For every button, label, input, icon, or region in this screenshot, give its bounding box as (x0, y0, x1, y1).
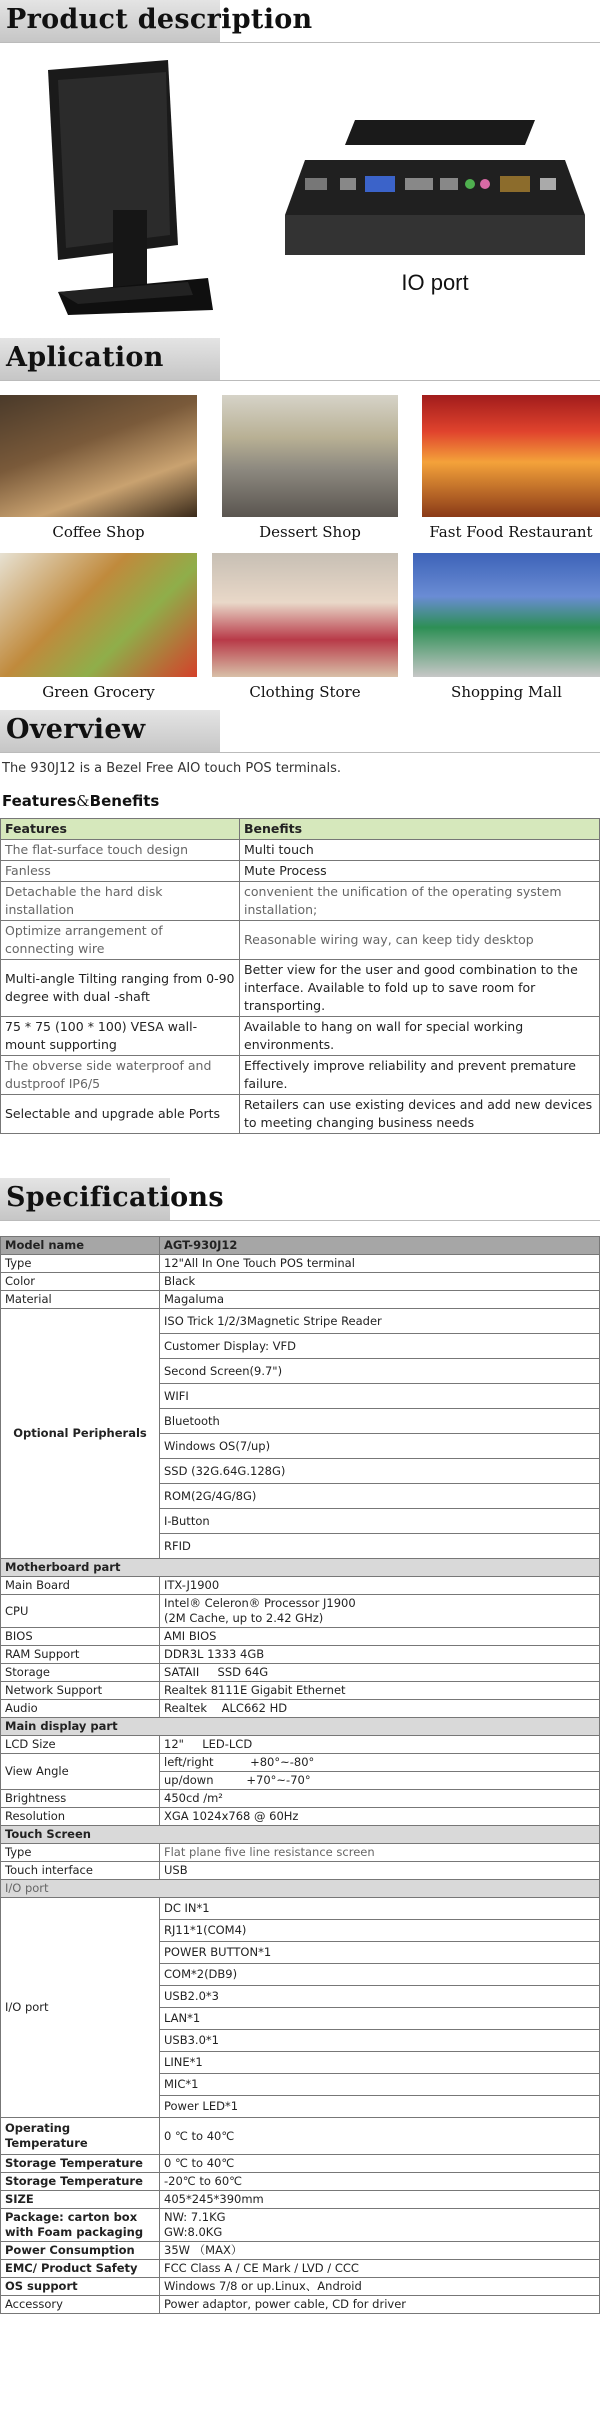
spec-label: SIZE (1, 2191, 160, 2209)
optional-item: Second Screen(9.7") (160, 1359, 600, 1384)
spec-row (1, 2242, 600, 2260)
spec-label: OS support (1, 2278, 160, 2296)
spec-label: Package: carton box with Foam packaging (1, 2209, 160, 2242)
spec-value: Black (160, 1273, 600, 1291)
feature-cell: Multi-angle Tilting ranging from 0-90 degree with dual -shaft (1, 960, 240, 1017)
section-title: Specifications (6, 1182, 224, 1213)
spec-label: Storage (1, 1664, 160, 1682)
spec-row-model (1, 1237, 600, 1255)
spec-label: EMC/ Product Safety (1, 2260, 160, 2278)
spec-row (1, 1309, 600, 1334)
cpu-line: (2M Cache, up to 2.42 GHz) (164, 1611, 324, 1625)
spec-label: I/O port (1, 1898, 160, 2118)
spec-value: Realtek 8111E Gigabit Ethernet (160, 1682, 600, 1700)
spec-value: 0 ℃ to 40℃ (160, 2118, 600, 2155)
spec-row (1, 1595, 600, 1628)
spec-row (1, 1628, 600, 1646)
spec-row (1, 2260, 600, 2278)
spec-row (1, 2155, 600, 2173)
io-item: DC IN*1 (160, 1898, 600, 1920)
io-header: I/O port (1, 1880, 600, 1898)
spec-value: 450cd /m² (160, 1790, 600, 1808)
section-rule (0, 1220, 600, 1221)
spec-label: Main Board (1, 1577, 160, 1595)
spec-value: DDR3L 1333 4GB (160, 1646, 600, 1664)
gross-weight: GW:8.0KG (164, 2225, 223, 2239)
benefit-cell: Mute Process (240, 861, 600, 882)
spec-value: -20℃ to 60℃ (160, 2173, 600, 2191)
spec-label: Touch interface (1, 1862, 160, 1880)
touch-header: Touch Screen (1, 1826, 600, 1844)
spec-label: Type (1, 1255, 160, 1273)
app-caption-coffee: Coffee Shop (52, 523, 145, 541)
app-caption-mall: Shopping Mall (451, 683, 562, 701)
spec-row (1, 2118, 600, 2155)
spec-label: Storage Temperature (1, 2155, 160, 2173)
io-item: LINE*1 (160, 2052, 600, 2074)
section-banner-application (0, 338, 220, 381)
dessert-shop-photo (222, 395, 398, 517)
spec-value (160, 1595, 600, 1628)
spec-value: ITX-J1900 (160, 1577, 600, 1595)
section-rule (0, 42, 600, 43)
spec-label: Power Consumption (1, 2242, 160, 2260)
spec-label: Network Support (1, 1682, 160, 1700)
terminal-io-photo (285, 120, 585, 260)
table-row (1, 882, 600, 921)
spec-row (1, 1862, 600, 1880)
spec-row (1, 2296, 600, 2314)
optional-item: SSD (32G.64G.128G) (160, 1459, 600, 1484)
shopping-mall-photo (413, 553, 600, 677)
spec-value: 35W （MAX） (160, 2242, 600, 2260)
benefit-cell: Multi touch (240, 840, 600, 861)
spec-label: View Angle (1, 1754, 160, 1790)
section-rule (0, 752, 600, 753)
features-table-header (1, 819, 600, 840)
spec-section-header (1, 1880, 600, 1898)
optional-item: Customer Display: VFD (160, 1334, 600, 1359)
spec-value: Flat plane five line resistance screen (160, 1844, 600, 1862)
section-title: Aplication (6, 342, 164, 373)
terminal-front-photo (18, 60, 218, 315)
spec-label: Storage Temperature (1, 2173, 160, 2191)
spec-row (1, 1790, 600, 1808)
benefit-cell: convenient the unification of the operating system installation; (240, 882, 600, 921)
spec-value: USB (160, 1862, 600, 1880)
spec-row (1, 1664, 600, 1682)
spec-row (1, 2191, 600, 2209)
spec-value (160, 1754, 600, 1790)
optional-item: Bluetooth (160, 1409, 600, 1434)
spec-label: Brightness (1, 1790, 160, 1808)
spec-value: 0 ℃ to 40℃ (160, 2155, 600, 2173)
app-caption-fastfood: Fast Food Restaurant (429, 523, 593, 541)
view-angle-lr: left/right +80°~-80° (160, 1754, 599, 1772)
feature-cell: Optimize arrangement of connecting wire (1, 921, 240, 960)
benefit-cell: Available to hang on wall for special working environments. (240, 1017, 600, 1056)
benefit-cell: Effectively improve reliability and prevent premature failure. (240, 1056, 600, 1095)
spec-value (160, 2209, 600, 2242)
spec-label: CPU (1, 1595, 160, 1628)
spec-value: Magaluma (160, 1291, 600, 1309)
benefit-cell: Better view for the user and good combination to the interface. Available to fold up to save room for transporting. (240, 960, 600, 1017)
spec-value: 12"All In One Touch POS terminal (160, 1255, 600, 1273)
optional-item: Windows OS(7/up) (160, 1434, 600, 1459)
spec-label: Accessory (1, 2296, 160, 2314)
coffee-shop-photo (0, 395, 197, 517)
spec-row (1, 1754, 600, 1790)
feature-cell: The flat-surface touch design (1, 840, 240, 861)
spec-value: Windows 7/8 or up.Linux、Android (160, 2278, 600, 2296)
features-word: Features (2, 792, 77, 810)
view-angle-ud: up/down +70°~-70° (164, 1773, 311, 1787)
feature-cell: The obverse side waterproof and dustproof IP6/5 (1, 1056, 240, 1095)
spec-label: Color (1, 1273, 160, 1291)
spec-section-header (1, 1718, 600, 1736)
section-banner-specifications (0, 1178, 224, 1221)
spec-row (1, 1273, 600, 1291)
optional-item: ROM(2G/4G/8G) (160, 1484, 600, 1509)
benefits-header: Benefits (240, 819, 600, 840)
spec-label: LCD Size (1, 1736, 160, 1754)
feature-cell: Detachable the hard disk installation (1, 882, 240, 921)
table-row (1, 861, 600, 882)
spec-row (1, 1736, 600, 1754)
spec-value: 12" LED-LCD (160, 1736, 600, 1754)
section-banner-overview (0, 710, 220, 753)
io-item: RJ11*1(COM4) (160, 1920, 600, 1942)
io-port-caption: IO port (401, 270, 469, 295)
table-row (1, 921, 600, 960)
io-item: COM*2(DB9) (160, 1964, 600, 1986)
feature-cell: Selectable and upgrade able Ports (1, 1095, 240, 1134)
table-row (1, 840, 600, 861)
app-caption-grocery: Green Grocery (42, 683, 155, 701)
spec-row (1, 1577, 600, 1595)
feature-cell: 75 * 75 (100 * 100) VESA wall-mount supporting (1, 1017, 240, 1056)
spec-row (1, 1291, 600, 1309)
optional-item: ISO Trick 1/2/3Magnetic Stripe Reader (160, 1309, 600, 1334)
display-header: Main display part (1, 1718, 600, 1736)
io-item: POWER BUTTON*1 (160, 1942, 600, 1964)
spec-label: Model name (1, 1237, 160, 1255)
motherboard-header: Motherboard part (1, 1559, 600, 1577)
spec-label: BIOS (1, 1628, 160, 1646)
spec-row (1, 1255, 600, 1273)
spec-row (1, 1898, 600, 1920)
spec-row (1, 2209, 600, 2242)
section-title: Overview (6, 714, 146, 745)
io-item: Power LED*1 (160, 2096, 600, 2118)
spec-row (1, 2278, 600, 2296)
green-grocery-photo (0, 553, 197, 677)
features-header: Features (1, 819, 240, 840)
spec-value: XGA 1024x768 @ 60Hz (160, 1808, 600, 1826)
spec-row (1, 1808, 600, 1826)
optional-item: I-Button (160, 1509, 600, 1534)
features-table (0, 818, 600, 1134)
app-caption-clothing: Clothing Store (249, 683, 361, 701)
section-title: Product description (6, 4, 313, 35)
io-item: MIC*1 (160, 2074, 600, 2096)
clothing-store-photo (212, 553, 398, 677)
spec-value: SATAII SSD 64G (160, 1664, 600, 1682)
fast-food-photo (422, 395, 600, 517)
spec-value: AMI BIOS (160, 1628, 600, 1646)
spec-value: FCC Class A / CE Mark / LVD / CCC (160, 2260, 600, 2278)
io-item: USB3.0*1 (160, 2030, 600, 2052)
spec-value: Power adaptor, power cable, CD for driver (160, 2296, 600, 2314)
ampersand: & (76, 792, 90, 810)
spec-row (1, 1646, 600, 1664)
spec-label: Type (1, 1844, 160, 1862)
table-row (1, 960, 600, 1017)
spec-value: AGT-930J12 (160, 1237, 600, 1255)
spec-label: Optional Peripherals (1, 1309, 160, 1559)
spec-label: Material (1, 1291, 160, 1309)
spec-section-header (1, 1826, 600, 1844)
spec-value: Realtek ALC662 HD (160, 1700, 600, 1718)
spec-label: RAM Support (1, 1646, 160, 1664)
overview-intro: The 930J12 is a Bezel Free AIO touch POS terminals. (2, 761, 342, 776)
spec-row (1, 2173, 600, 2191)
optional-item: RFID (160, 1534, 600, 1559)
cpu-line: Intel® Celeron® Processor J1900 (164, 1596, 356, 1610)
spec-label: Audio (1, 1700, 160, 1718)
table-row (1, 1056, 600, 1095)
optional-item: WIFI (160, 1384, 600, 1409)
spec-label: Resolution (1, 1808, 160, 1826)
app-caption-dessert: Dessert Shop (259, 523, 361, 541)
section-rule (0, 380, 600, 381)
features-benefits-title (2, 792, 159, 810)
spec-section-header (1, 1559, 600, 1577)
table-row (1, 1017, 600, 1056)
spec-value: 405*245*390mm (160, 2191, 600, 2209)
net-weight: NW: 7.1KG (164, 2210, 226, 2224)
io-item: LAN*1 (160, 2008, 600, 2030)
section-banner-product-description (0, 0, 313, 43)
io-item: USB2.0*3 (160, 1986, 600, 2008)
benefit-cell: Reasonable wiring way, can keep tidy desktop (240, 921, 600, 960)
spec-row (1, 1700, 600, 1718)
feature-cell: Fanless (1, 861, 240, 882)
specifications-table (0, 1236, 600, 2314)
spec-row (1, 1844, 600, 1862)
benefits-word: Benefits (89, 792, 160, 810)
spec-label: Operating Temperature (1, 2118, 160, 2155)
benefit-cell: Retailers can use existing devices and add new devices to meeting changing business needs (240, 1095, 600, 1134)
spec-row (1, 1682, 600, 1700)
table-row (1, 1095, 600, 1134)
